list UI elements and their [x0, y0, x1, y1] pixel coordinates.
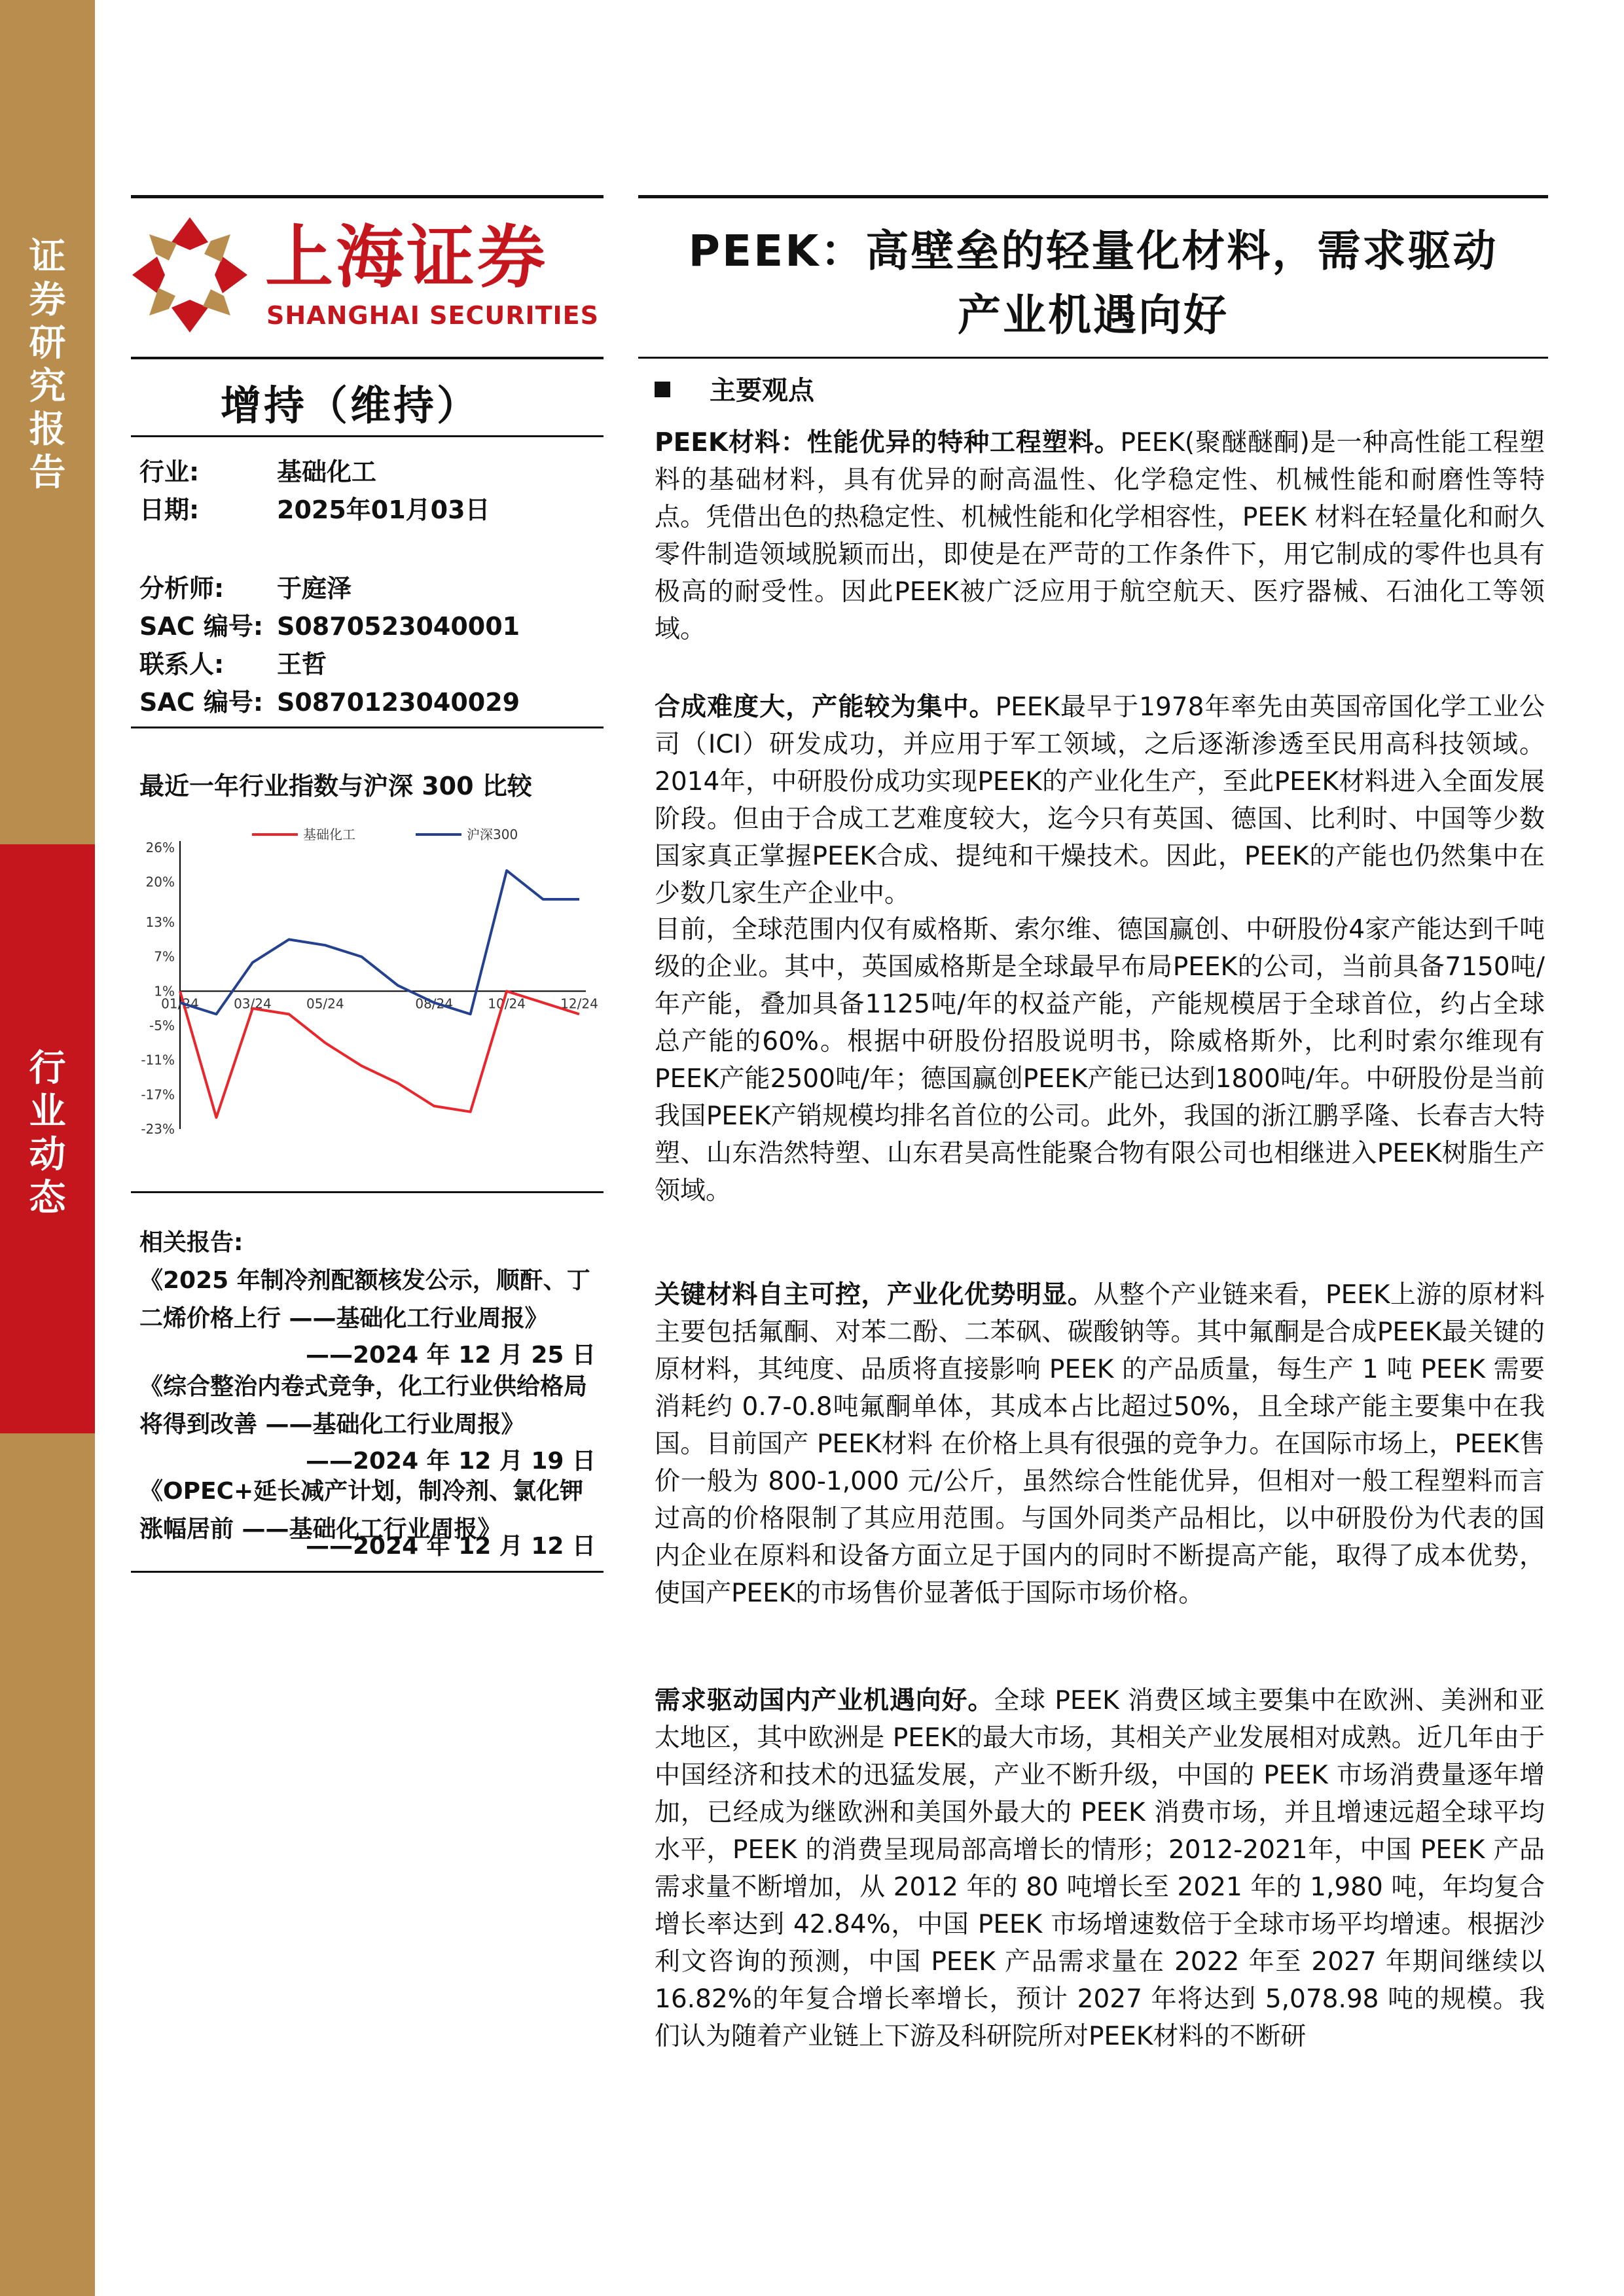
section-title: 主要观点: [710, 376, 814, 406]
related-report-3[interactable]: 《OPEC+延长减产计划，制冷剂、氯化钾涨幅居前 ——基础化工行业周报》: [139, 1478, 584, 1543]
category-label: 行 业 动 态: [29, 1047, 66, 1219]
meta-industry: [139, 453, 376, 491]
paragraph-2-text: PEEK最早于1978年率先由英国帝国化学工业公司（ICI）研发成功，并应用于军工领域，之后逐渐渗透至民用高科技领域。2014年，中研股份成功实现PEEK的产业化生产，至此PEEK材料进入全面发展阶段。但由于合成工艺难度较大，迄今只有英国、德国、比利时、中国等少数国家真正掌握PEEK合成、提纯和干燥技术。因此，PEEK的产能也仍然集中在少数几家生产企业中。: [655, 692, 1545, 908]
index-comparison-chart: [128, 821, 599, 1155]
x-tick-label: 10/24: [488, 996, 526, 1012]
y-tick-label: 26%: [145, 840, 175, 855]
paragraph-2: [655, 689, 1545, 912]
x-tick-label: 08/24: [415, 996, 454, 1012]
analyst-label: 分析师:: [139, 574, 225, 603]
paragraph-1: [655, 424, 1545, 648]
right-top-rule: [638, 195, 1548, 198]
paragraph-5: [655, 1682, 1545, 2055]
meta-sac1: [139, 607, 520, 645]
related-reports-title: 相关报告:: [139, 1229, 244, 1256]
sac2-value: S0870123040029: [277, 688, 520, 717]
meta-contact: [139, 645, 327, 683]
industry-label: 行业:: [139, 457, 200, 486]
y-tick-label: 13%: [145, 914, 175, 931]
analyst-value: 于庭泽: [277, 574, 352, 603]
paragraph-4-text: 从整个产业链来看，PEEK上游的原材料主要包括氟酮、对苯二酚、二苯砜、碳酸钠等。其中氟酮是合成PEEK最关键的原材料，其纯度、品质将直接影响 PEEK 的产品质量，每生产 1 吨 PEEK 需要消耗约 0.7-0.8吨氟酮单体，其成本占比超过50%，且全球产能主要集中在我国。目前国产 PEEK材料 在价格上具有很强的竞争力。在国际市场上，PEEK售价一般为 800-1,000 元/公斤，虽然综合性能优异，但相对一般工程塑料而言过高的价格限制了其应用范围。与国外同类产品相比，以中研股份为代表的国内企业在原料和设备方面立足于国内的同时不断提高产能，取得了成本优势，使国产PEEK的市场售价显著低于国际市场价格。: [655, 1280, 1545, 1608]
paragraph-5-lead: 需求驱动国内产业机遇向好。: [655, 1686, 994, 1715]
logo-english-name: SHANGHAI SECURITIES: [266, 301, 600, 330]
company-logo: [131, 216, 602, 334]
related-bottom-rule: [131, 1571, 604, 1573]
sac1-label: SAC 编号:: [139, 612, 264, 641]
series-line-1: [180, 870, 579, 1014]
y-tick-label: 1%: [154, 983, 175, 999]
chart-bottom-rule: [131, 1191, 604, 1193]
meta-date: [139, 491, 490, 529]
contact-value: 王哲: [277, 650, 327, 679]
paragraph-3: [655, 911, 1545, 1210]
date-value: 2025年01月03日: [277, 495, 490, 524]
paragraph-2-lead: 合成难度大，产能较为集中。: [655, 692, 996, 722]
logo-bottom-rule: [131, 357, 604, 359]
report-type-label: 证 券 研 究 报 告: [29, 236, 66, 494]
left-top-rule: [131, 195, 604, 198]
y-tick-label: -17%: [141, 1086, 175, 1103]
y-tick-label: -11%: [141, 1052, 175, 1068]
chart-svg: [128, 821, 599, 1155]
related-report-1[interactable]: 《2025 年制冷剂配额核发公示，顺酐、丁二烯价格上行 ——基础化工行业周报》: [139, 1267, 590, 1332]
meta-bottom-rule: [131, 726, 604, 728]
date-label: 日期:: [139, 495, 200, 524]
section-heading: [655, 370, 814, 407]
related-report-2-date: ——2024 年 12 月 19 日: [305, 1448, 596, 1475]
paragraph-4: [655, 1276, 1545, 1612]
y-tick-label: 20%: [145, 874, 175, 890]
legend-label-1: 沪深300: [467, 827, 518, 842]
related-report-3-date: ——2024 年 12 月 12 日: [305, 1533, 596, 1560]
paragraph-1-text: PEEK(聚醚醚酮)是一种高性能工程塑料的基础材料，具有优异的耐高温性、化学稳定性、机械性能和耐磨性等特点。凭借出色的热稳定性、机械性能和化学相容性，PEEK 材料在轻量化和耐久零件制造领域脱颖而出，即使是在严苛的工作条件下，用它制成的零件也具有极高的耐受性。因此PEEK被广泛应用于航空航天、医疗器械、石油化工等领域。: [655, 428, 1545, 644]
related-report-2[interactable]: 《综合整治内卷式竞争，化工行业供给格局将得到改善 ——基础化工行业周报》: [139, 1373, 588, 1438]
paragraph-3-text: 目前，全球范围内仅有威格斯、索尔维、德国赢创、中研股份4家产能达到千吨级的企业。其中，英国威格斯是全球最早布局PEEK的公司，当前具备7150吨/年产能，叠加具备1125吨/年的权益产能，产能规模居于全球首位，约占全球总产能的60%。根据中研股份招股说明书，除威格斯外，比利时索尔维现有PEEK产能2500吨/年；德国赢创PEEK产能已达到1800吨/年。中研股份是当前我国PEEK产销规模均排名首位的公司。此外，我国的浙江鹏孚隆、长春吉大特塑、山东浩然特塑、山东君昊高性能聚合物有限公司也相继进入PEEK树脂生产领域。: [655, 915, 1545, 1206]
y-tick-label: 7%: [154, 948, 175, 965]
chart-title: 最近一年行业指数与沪深 300 比较: [139, 772, 532, 800]
x-tick-label: 03/24: [234, 996, 272, 1012]
report-title-line1: PEEK：高壁垒的轻量化材料，需求驱动: [688, 226, 1498, 276]
x-tick-label: 01/24: [161, 996, 199, 1012]
y-tick-label: -23%: [141, 1121, 175, 1137]
title-bottom-rule: [638, 357, 1548, 359]
related-report-1-date: ——2024 年 12 月 25 日: [305, 1342, 596, 1369]
x-tick-label: 12/24: [560, 996, 598, 1012]
paragraph-1-lead: PEEK材料：性能优异的特种工程塑料。: [655, 428, 1121, 457]
bullet-square-icon: [655, 382, 670, 397]
rating-bottom-rule: [131, 435, 604, 437]
paragraph-5-text: 全球 PEEK 消费区域主要集中在欧洲、美洲和亚太地区，其中欧洲是 PEEK的最大市场，其相关产业发展相对成熟。近几年由于中国经济和技术的迅猛发展，产业不断升级，中国的 PEEK 市场消费量逐年增加，已经成为继欧洲和美国外最大的 PEEK 消费市场，并且增速远超全球平均水平，PEEK 的消费呈现局部高增长的情形；2012-2021年，中国 PEEK 产品需求量不断增加，从 2012 年的 80 吨增长至 2021 年的 1,980 吨，年均复合增长率达到 42.84%，中国 PEEK 市场增速数倍于全球市场平均增速。根据沙利文咨询的预测，中国 PEEK 产品需求量在 2022 年至 2027 年期间继续以 16.82%的年复合增长率增长，预计 2027 年将达到 5,078.98 吨的规模。我们认为随着产业链上下游及科研院所对PEEK材料的不断研: [655, 1686, 1545, 2051]
meta-analyst: [139, 569, 352, 607]
contact-label: 联系人:: [139, 650, 225, 679]
report-title-line2: 产业机遇向好: [958, 290, 1229, 340]
paragraph-4-lead: 关键材料自主可控，产业化优势明显。: [655, 1280, 1094, 1310]
sac2-label: SAC 编号:: [139, 688, 264, 717]
legend-label-0: 基础化工: [303, 827, 355, 842]
sac1-value: S0870523040001: [277, 612, 520, 641]
report-title: [638, 219, 1548, 348]
industry-value: 基础化工: [277, 457, 377, 486]
x-tick-label: 05/24: [306, 996, 344, 1012]
rating: 增持（维持）: [220, 382, 480, 429]
meta-sac2: [139, 683, 520, 721]
logo-chinese-name: 上海证券: [265, 217, 549, 297]
y-tick-label: -5%: [149, 1018, 175, 1034]
logo-emblem-icon: [131, 216, 249, 334]
